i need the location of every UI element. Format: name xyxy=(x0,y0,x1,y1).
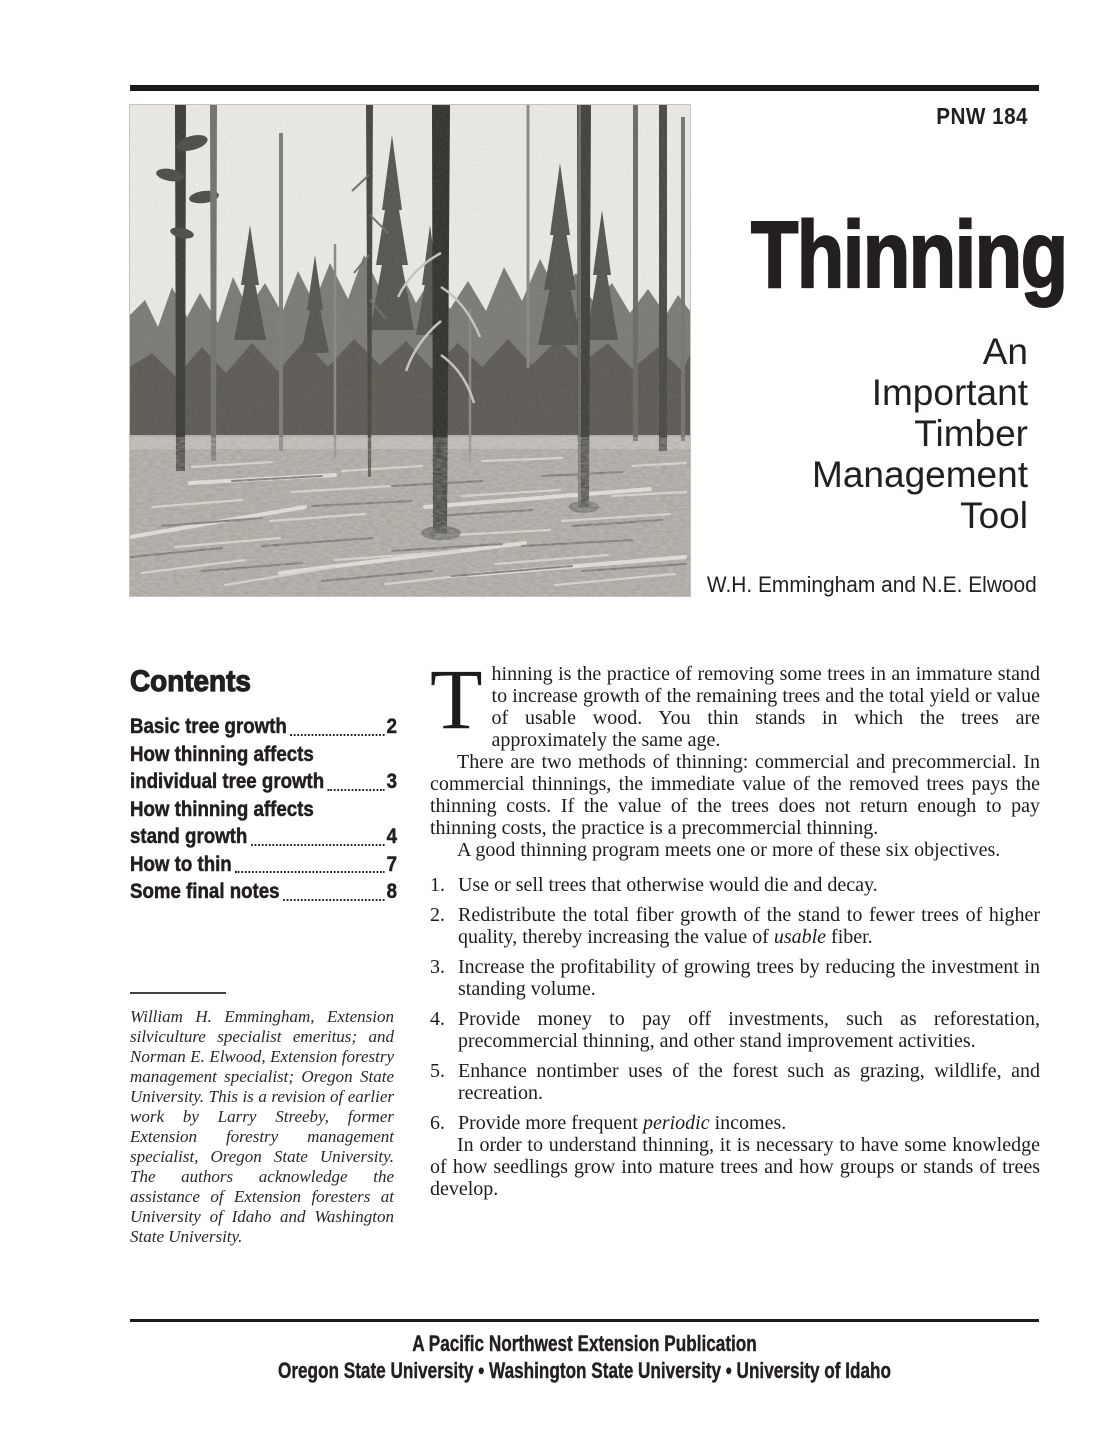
subtitle-line: An xyxy=(982,331,1028,372)
paragraph-intro xyxy=(430,651,1040,751)
page-footer xyxy=(130,1330,1039,1384)
toc-leader-dots xyxy=(328,789,385,791)
objective-text: Provide money to pay off investments, such as reforestation, precommercial thinning, and other stand improvement activities. xyxy=(458,1008,1040,1052)
toc-entry xyxy=(130,713,397,741)
toc-page-number: 4 xyxy=(386,825,397,848)
objective-item xyxy=(430,956,1040,1000)
objective-item xyxy=(430,1112,1040,1134)
toc-entry-line: How thinning affects xyxy=(130,742,314,766)
paragraph-intro-text: hinning is the practice of removing some trees in an immature stand to increase growth of the remaining trees and the total yield or value of usable wood. You thin stands in which the trees are approximately the same age. xyxy=(491,663,1040,751)
toc-entry-line: Some final notes 8 xyxy=(130,878,397,906)
objective-number: 3. xyxy=(430,956,445,978)
footer-publication-line: A Pacific Northwest Extension Publication xyxy=(412,1331,757,1356)
drop-cap: T xyxy=(430,651,483,747)
toc-entry-line: How to thin 7 xyxy=(130,851,397,879)
toc-entry xyxy=(130,851,397,879)
bottom-rule xyxy=(130,1319,1039,1322)
footnote-text: William H. Emmingham, Extension silviculture specialist emeritus; and Norman E. Elwood, Extension forestry management specialist; Oregon State University. This is a revision of earlier work by Larry Streeby, former Extension forestry management specialist, Oregon State University. The authors acknowledge the assistance of Extension foresters at University of Idaho and Washington State University. xyxy=(130,1007,394,1246)
toc-page-number: 2 xyxy=(386,715,397,738)
objective-text: Increase the profitability of growing trees by reducing the investment in standing volume. xyxy=(458,956,1040,1000)
contents-entries xyxy=(130,713,397,906)
toc-entry-line: Basic tree growth 2 xyxy=(130,713,397,741)
objective-item xyxy=(430,1060,1040,1104)
objective-text: Enhance nontimber uses of the forest such as grazing, wildlife, and recreation. xyxy=(458,1060,1040,1104)
article-body xyxy=(430,651,1040,1200)
thinned-forest-photo xyxy=(130,105,690,596)
contents-heading: Contents xyxy=(130,665,251,698)
objective-number: 4. xyxy=(430,1008,445,1030)
toc-page-number: 3 xyxy=(386,770,397,793)
toc-entry-line: How thinning affects xyxy=(130,797,314,821)
toc-leader-dots xyxy=(251,844,385,846)
publication-number: PNW 184 xyxy=(936,103,1028,129)
objective-item xyxy=(430,1008,1040,1052)
footnote-rule xyxy=(130,992,226,994)
subtitle-line: Important xyxy=(871,372,1028,413)
toc-entry xyxy=(130,741,397,796)
objective-text: Use or sell trees that otherwise would die and decay. xyxy=(458,874,878,896)
footer-universities-line: Oregon State University • Washington State University • University of Idaho xyxy=(277,1358,892,1383)
byline: W.H. Emmingham and N.E. Elwood xyxy=(706,572,1037,597)
objective-number: 1. xyxy=(430,874,445,896)
objective-number: 5. xyxy=(430,1060,445,1082)
toc-entry xyxy=(130,796,397,851)
page-subtitle xyxy=(690,331,1028,536)
author-footnote xyxy=(130,992,394,1247)
contents-section xyxy=(130,665,430,906)
paragraph-closing: In order to understand thinning, it is necessary to have some knowledge of how seedlings grow into mature trees and how groups or stands of trees develop. xyxy=(430,1134,1040,1200)
objective-item xyxy=(430,904,1040,948)
objectives-list xyxy=(430,874,1040,1134)
toc-page-number: 8 xyxy=(386,880,397,903)
paragraph-methods: There are two methods of thinning: commercial and precommercial. In commercial thinnings, the immediate value of the removed trees pays the thinning costs. If the value of the trees does not return enough to pay thinning costs, the practice is a precommercial thinning. xyxy=(430,751,1040,839)
paragraph-objectives-lead: A good thinning program meets one or more of these six objectives. xyxy=(457,839,1001,861)
subtitle-line: Management xyxy=(812,454,1028,495)
toc-leader-dots xyxy=(290,734,384,736)
toc-leader-dots xyxy=(235,871,385,873)
objective-item xyxy=(430,874,1040,896)
objective-number: 2. xyxy=(430,904,445,926)
page-title: Thinning xyxy=(750,202,1067,308)
subtitle-line: Timber xyxy=(914,413,1028,454)
objective-text: Redistribute the total fiber growth of the stand to fewer trees of higher quality, thereby increasing the value of usable fiber. xyxy=(458,904,1040,948)
objective-number: 6. xyxy=(430,1112,445,1134)
toc-entry xyxy=(130,878,397,906)
toc-entry-line: individual tree growth 3 xyxy=(130,768,397,796)
toc-entry-line: stand growth 4 xyxy=(130,823,397,851)
top-rule xyxy=(130,85,1039,91)
objective-text: Provide more frequent periodic incomes. xyxy=(458,1112,787,1134)
subtitle-line: Tool xyxy=(960,495,1028,536)
toc-leader-dots xyxy=(283,899,385,901)
toc-page-number: 7 xyxy=(386,852,397,876)
